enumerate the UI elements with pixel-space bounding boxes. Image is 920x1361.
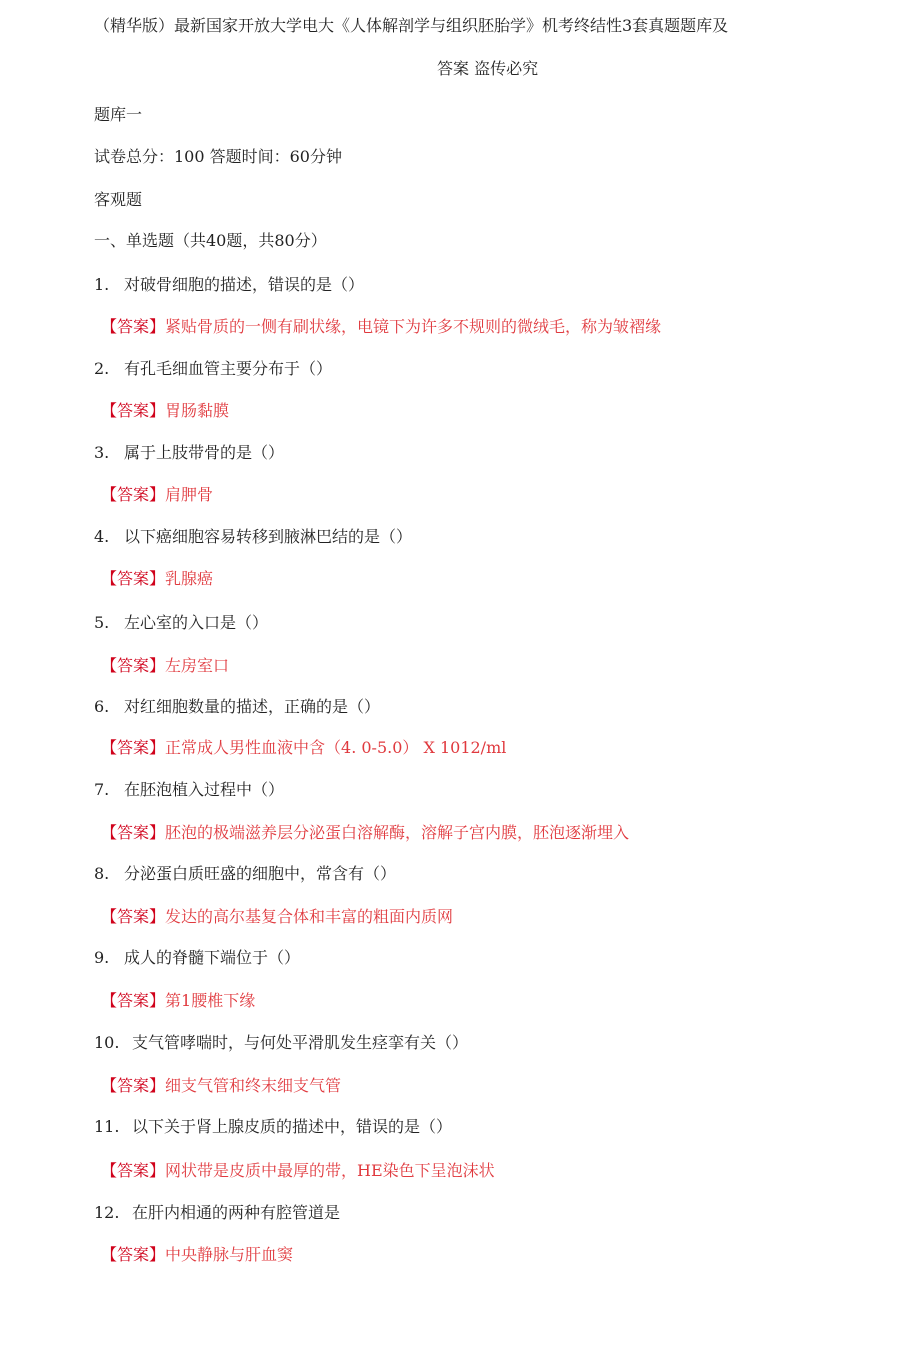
question-number: 6. bbox=[94, 697, 110, 716]
question-text: 支气管哮喘时，与何处平滑肌发生痉挛有关（） bbox=[132, 1033, 469, 1052]
question-number: 11. bbox=[94, 1117, 120, 1136]
answer-tag: 【答案】 bbox=[101, 401, 166, 420]
answer-item bbox=[101, 655, 229, 677]
answer-text: 网状带是皮质中最厚的带，HE染色下呈泡沫状 bbox=[165, 1161, 495, 1180]
answer-tag: 【答案】 bbox=[101, 485, 166, 504]
question-text: 在胚泡植入过程中（） bbox=[124, 780, 285, 799]
question-text: 对红细胞数量的描述，正确的是（） bbox=[124, 697, 381, 716]
question-text: 有孔毛细血管主要分布于（） bbox=[124, 359, 333, 378]
question-text: 分泌蛋白质旺盛的细胞中，常含有（） bbox=[124, 864, 397, 883]
answer-tag: 【答案】 bbox=[101, 907, 166, 926]
answer-item bbox=[101, 568, 213, 590]
answer-tag: 【答案】 bbox=[101, 1245, 166, 1264]
question-number: 12. bbox=[94, 1203, 120, 1222]
answer-text: 紧贴骨质的一侧有刷状缘，电镜下为许多不规则的微绒毛，称为皱褶缘 bbox=[165, 317, 662, 336]
answer-tag: 【答案】 bbox=[101, 1161, 166, 1180]
question-item bbox=[94, 696, 380, 718]
answer-tag: 【答案】 bbox=[101, 569, 166, 588]
question-number: 10. bbox=[94, 1033, 120, 1052]
answer-item bbox=[101, 990, 255, 1012]
answer-item bbox=[101, 1075, 341, 1097]
answer-text: 中央静脉与肝血窦 bbox=[165, 1245, 294, 1264]
question-item bbox=[94, 863, 396, 885]
answer-item bbox=[101, 822, 629, 844]
question-item bbox=[94, 1202, 340, 1224]
answer-text: 乳腺癌 bbox=[165, 569, 214, 588]
question-number: 7. bbox=[94, 780, 110, 799]
question-number: 3. bbox=[94, 443, 110, 462]
answer-text: 细支气管和终末细支气管 bbox=[165, 1076, 342, 1095]
answer-text: 正常成人男性血液中含（4. 0-5.0） X 1012/ml bbox=[165, 738, 507, 757]
question-number: 9. bbox=[94, 948, 110, 967]
answer-tag: 【答案】 bbox=[101, 656, 166, 675]
answer-text: 第1腰椎下缘 bbox=[165, 991, 256, 1010]
question-number: 4. bbox=[94, 527, 110, 546]
part-heading: 一、单选题（共40题，共80分） bbox=[94, 231, 327, 250]
answer-item bbox=[101, 484, 213, 506]
answer-item bbox=[101, 400, 229, 422]
exam-info: 试卷总分：100 答题时间：60分钟 bbox=[94, 147, 342, 166]
answer-text: 胃肠黏膜 bbox=[165, 401, 230, 420]
question-text: 属于上肢带骨的是（） bbox=[124, 443, 285, 462]
question-number: 8. bbox=[94, 864, 110, 883]
answer-tag: 【答案】 bbox=[101, 738, 166, 757]
question-text: 成人的脊髓下端位于（） bbox=[124, 948, 301, 967]
document-title-line1: （精华版）最新国家开放大学电大《人体解剖学与组织胚胎学》机考终结性3套真题题库及 bbox=[94, 16, 729, 35]
question-text: 对破骨细胞的描述，错误的是（） bbox=[124, 275, 365, 294]
question-item bbox=[94, 442, 284, 464]
answer-item bbox=[101, 737, 506, 759]
question-item bbox=[94, 358, 332, 380]
question-item bbox=[94, 947, 300, 969]
question-number: 1. bbox=[94, 275, 110, 294]
question-text: 以下癌细胞容易转移到腋淋巴结的是（） bbox=[124, 527, 413, 546]
question-text: 以下关于肾上腺皮质的描述中，错误的是（） bbox=[132, 1117, 453, 1136]
question-number: 5. bbox=[94, 613, 110, 632]
answer-text: 胚泡的极端滋养层分泌蛋白溶解酶，溶解子宫内膜，胚泡逐渐埋入 bbox=[165, 823, 630, 842]
document-title-line2: 答案 盗传必究 bbox=[437, 59, 539, 78]
question-item bbox=[94, 1032, 468, 1054]
answer-text: 肩胛骨 bbox=[165, 485, 214, 504]
question-item bbox=[94, 612, 268, 634]
question-type: 客观题 bbox=[94, 190, 143, 209]
question-text: 在肝内相通的两种有腔管道是 bbox=[132, 1203, 341, 1222]
question-item bbox=[94, 1116, 452, 1138]
question-item bbox=[94, 526, 412, 548]
bank-label: 题库一 bbox=[94, 105, 143, 124]
question-text: 左心室的入口是（） bbox=[124, 613, 269, 632]
question-number: 2. bbox=[94, 359, 110, 378]
answer-tag: 【答案】 bbox=[101, 823, 166, 842]
answer-item bbox=[101, 316, 661, 338]
answer-item bbox=[101, 906, 453, 928]
answer-tag: 【答案】 bbox=[101, 991, 166, 1010]
question-item bbox=[94, 779, 284, 801]
answer-tag: 【答案】 bbox=[101, 1076, 166, 1095]
answer-text: 发达的高尔基复合体和丰富的粗面内质网 bbox=[165, 907, 454, 926]
answer-item bbox=[101, 1244, 293, 1266]
question-item bbox=[94, 274, 364, 296]
answer-tag: 【答案】 bbox=[101, 317, 166, 336]
answer-item bbox=[101, 1160, 495, 1182]
answer-text: 左房室口 bbox=[165, 656, 230, 675]
